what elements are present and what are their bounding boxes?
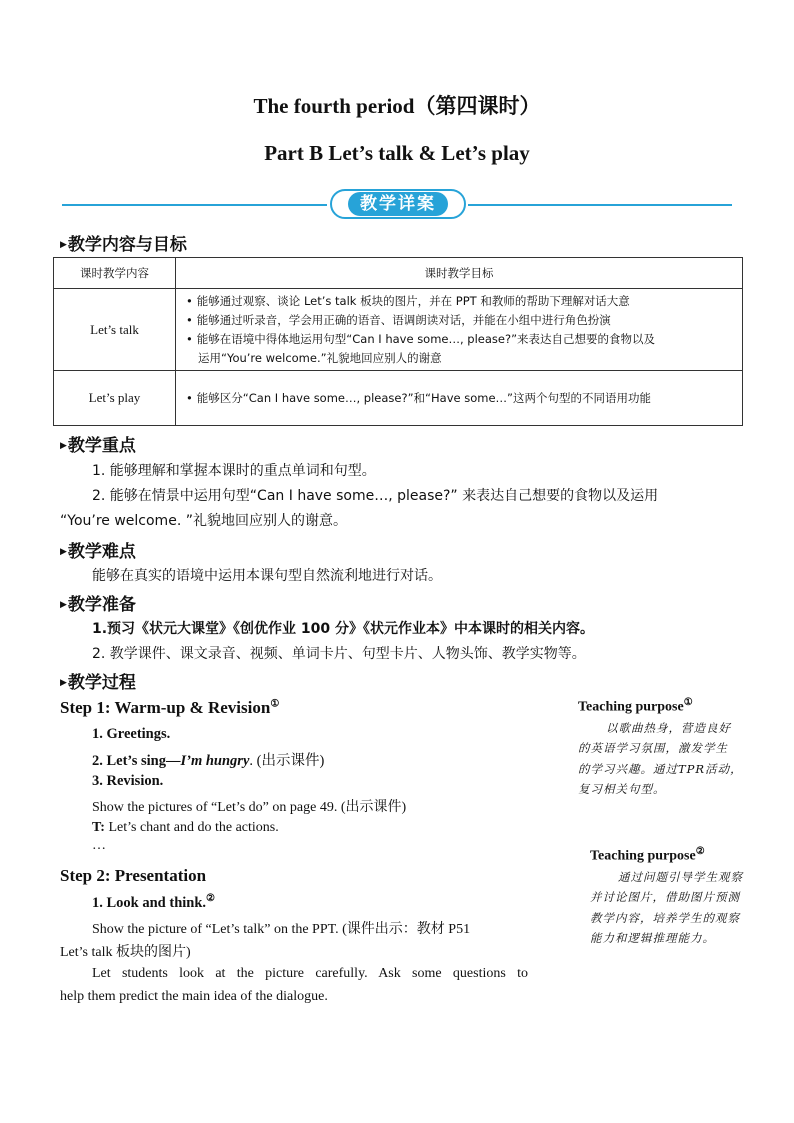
lets-sing: 2. Let’s sing—I’m hungry. (出示课件) xyxy=(92,753,325,769)
table-row xyxy=(54,289,743,371)
header-content: 课时教学内容 xyxy=(54,258,176,289)
students-line1: Let students look at the picture carefully. Ask some questions to xyxy=(92,966,528,981)
sidebar-title: Teaching purpose① xyxy=(578,697,693,715)
page-title: The fourth period（第四课时） xyxy=(253,94,541,118)
page-subtitle: Part B Let’s talk & Let’s play xyxy=(264,141,530,165)
heading-process: ▶教学过程 xyxy=(60,673,136,693)
header-goals: 课时教学目标 xyxy=(176,258,743,289)
triangle-bullet-icon: ▶ xyxy=(60,600,67,610)
ellipsis: … xyxy=(92,838,106,853)
triangle-bullet-icon: ▶ xyxy=(60,441,67,451)
preparation-1: 1.预习《状元大课堂》《创优作业 100 分》《状元作业本》中本课时的相关内容。 xyxy=(92,621,595,637)
teaching-purpose-2 xyxy=(590,846,778,949)
sidebar-title: Teaching purpose② xyxy=(590,846,705,864)
greetings: 1. Greetings. xyxy=(92,726,171,742)
key-point-1: 1. 能够理解和掌握本课时的重点单词和句型。 xyxy=(92,463,376,479)
preparation-2: 2. 教学课件、课文录音、视频、单词卡片、句型卡片、人物头饰、教学实物等。 xyxy=(92,646,586,662)
step2-title: Step 2: Presentation xyxy=(60,866,207,885)
row-goals xyxy=(176,371,743,426)
goal-item: • 能够在语境中得体地运用句型“Can I have some…, please?”来表达自己想要的食物以及 xyxy=(186,331,656,346)
row-content: Let’s talk xyxy=(54,289,176,371)
step1-title: Step 1: Warm-up & Revision① xyxy=(60,698,280,717)
table-header-row xyxy=(54,258,743,289)
triangle-bullet-icon: ▶ xyxy=(60,547,67,557)
goal-item-continued: 运用“You’re welcome.”礼貌地回应别人的谢意 xyxy=(198,350,442,365)
teaching-purpose-1 xyxy=(578,697,766,800)
students-line2: help them predict the main idea of the dialogue. xyxy=(60,989,328,1004)
goal-item: • 能够通过听录音，学会用正确的语音、语调朗读对话，并能在小组中进行角色扮演 xyxy=(186,312,611,327)
triangle-bullet-icon: ▶ xyxy=(60,678,67,688)
show-talk-line2: Let’s talk 板块的图片) xyxy=(60,945,191,960)
teacher-line: T: Let’s chant and do the actions. xyxy=(92,820,279,835)
goal-item: • 能够区分“Can I have some…, please?”和“Have some…”这两个句型的不同语用功能 xyxy=(186,390,652,405)
heading-difficulties: ▶教学难点 xyxy=(60,542,136,562)
row-goals xyxy=(176,289,743,371)
sidebar-text: 以歌曲热身，营造良好 的英语学习氛围，激发学生 的学习兴趣。通过TPR活动， 复习相关句型。 xyxy=(578,720,743,797)
objectives-table xyxy=(53,257,743,426)
heading-content-goals: ▶教学内容与目标 xyxy=(60,235,187,255)
heading-preparation: ▶教学准备 xyxy=(60,595,136,615)
key-point-2: 2. 能够在情景中运用句型“Can I have some…, please?” 来表达自己想要的食物以及运用 xyxy=(92,488,659,504)
look-and-think: 1. Look and think.② xyxy=(92,893,216,911)
banner-line-left xyxy=(62,204,327,206)
difficulty-text: 能够在真实的语境中运用本课句型自然流利地进行对话。 xyxy=(92,568,442,584)
show-talk-line1: Show the picture of “Let’s talk” on the PPT. (课件出示：教材 P51 xyxy=(92,922,471,937)
banner-label: 教学详案 xyxy=(348,192,448,216)
show-pictures: Show the pictures of “Let’s do” on page 49. (出示课件) xyxy=(92,800,407,815)
revision: 3. Revision. xyxy=(92,773,164,789)
key-point-2-cont: “You’re welcome. ”礼貌地回应别人的谢意。 xyxy=(60,513,347,529)
section-banner xyxy=(330,189,466,219)
banner-line-right xyxy=(468,204,732,206)
triangle-bullet-icon: ▶ xyxy=(60,240,67,250)
table-row xyxy=(54,371,743,426)
row-content: Let’s play xyxy=(54,371,176,426)
heading-key-points: ▶教学重点 xyxy=(60,436,136,456)
goal-item: • 能够通过观察、谈论 Let’s talk 板块的图片，并在 PPT 和教师的帮助下理解对话大意 xyxy=(186,293,630,308)
sidebar-text: 通过问题引导学生观察 并讨论图片，借助图片预测 教学内容，培养学生的观察 能力和逻辑推理能力。 xyxy=(590,869,743,946)
